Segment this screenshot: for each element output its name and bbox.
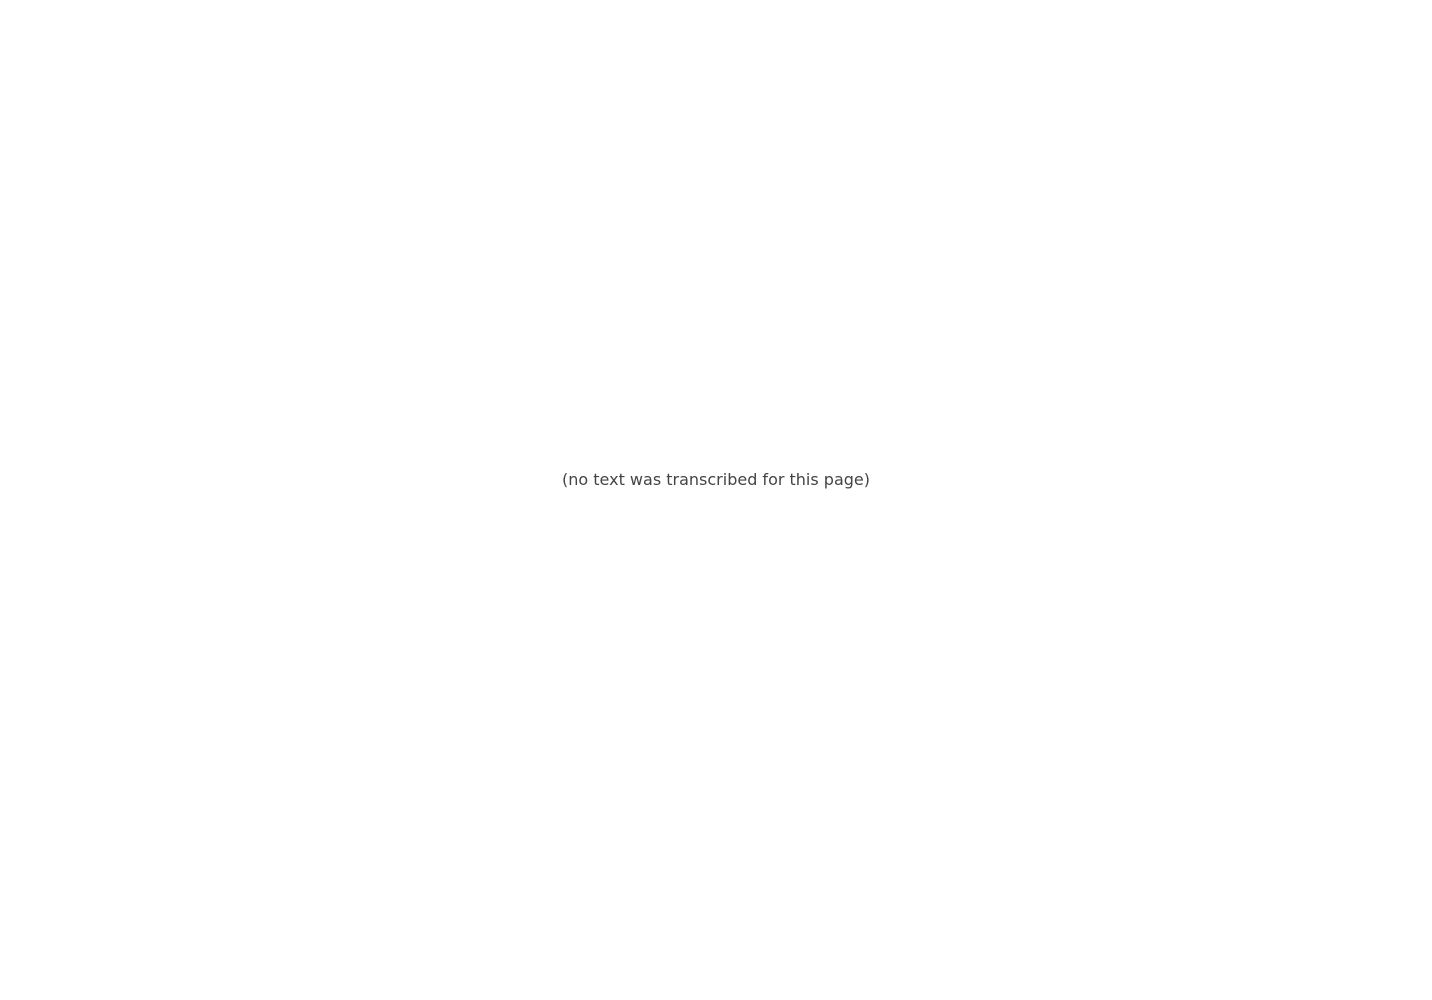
placeholder-notice: (no text was transcribed for this page) [562, 470, 870, 489]
